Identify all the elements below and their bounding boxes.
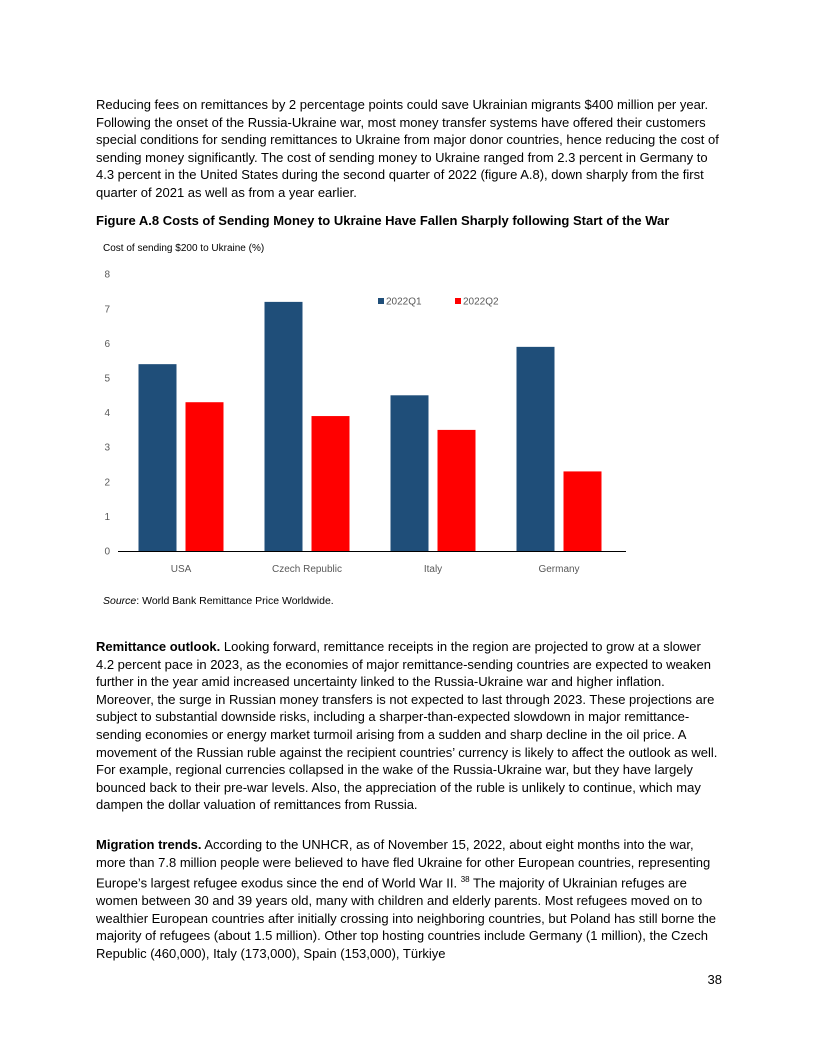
bar-2022Q1-czech-republic bbox=[265, 302, 303, 551]
y-tick-label: 3 bbox=[104, 442, 110, 454]
bar-2022Q2-germany bbox=[564, 471, 602, 551]
bar-2022Q1-usa bbox=[139, 364, 177, 551]
source-note bbox=[103, 594, 334, 608]
remittance-outlook-text: Looking forward, remittance receipts in the region are projected to grow at a slower 4.2 percent pace in 2023, as the economies of major remittance-sending countries are expected to weaken further in the year amid increased uncertainty linked to the Russia-Ukraine war and higher inflation. Moreover, the surge in Russian money transfers is not expected to last through 2023. These projections are subject to substantial downside risks, including a sharper-than-expected slowdown in major remittance-sending economies or energy market turmoil arising from a sudden and sharp decline in the oil price. A movement of the Russian ruble against the recipient countries’ currency is likely to affect the outlook as well. For example, regional currencies collapsed in the wake of the Russia-Ukraine war, but they have largely bounced back to their pre-war levels. Also, the appreciation of the ruble is unlikely to continue, which may dampen the dollar valuation of remittances from Russia. bbox=[96, 639, 718, 813]
y-tick-label: 8 bbox=[104, 269, 110, 281]
migration-trends-heading: Migration trends. bbox=[96, 837, 202, 852]
x-tick-label: Czech Republic bbox=[271, 564, 343, 575]
x-tick-label: Germany bbox=[538, 564, 580, 575]
x-axis-ticks bbox=[171, 564, 580, 575]
x-tick-label: USA bbox=[170, 564, 192, 575]
migration-trends-text-a: According to the UNHCR, as of November 15, 2022, about eight months into the war, more than 7.8 million people were believed to have fled Ukraine for other European countries, representing Europe’s largest refugee exodus since the end of World War II. bbox=[96, 837, 711, 891]
source-text: : World Bank Remittance Price Worldwide. bbox=[136, 595, 334, 607]
bar-2022Q2-czech-republic bbox=[312, 416, 350, 551]
bar-2022Q2-usa bbox=[186, 402, 224, 551]
bar-2022Q1-italy bbox=[391, 395, 429, 551]
bar-2022Q2-italy bbox=[438, 430, 476, 551]
y-tick-label: 1 bbox=[104, 511, 110, 523]
y-axis-ticks bbox=[104, 270, 110, 558]
x-tick-label: Italy bbox=[423, 564, 443, 575]
remittance-outlook-heading: Remittance outlook. bbox=[96, 639, 221, 654]
legend-swatch-2022Q2 bbox=[455, 298, 461, 304]
migration-trends-text-b: The majority of Ukrainian refuges are women between 30 and 39 years old, many with children and elderly parents. Most refugees moved on to wealthier European countries after initially crossing into neighboring countries, but Poland has still borne the majority of refugees (about 1.5 million). Other top hosting countries include Germany (1 million), the Czech Republic (460,000), Italy (173,000), Spain (153,000), Türkiye bbox=[96, 875, 717, 961]
bar-2022Q1-germany bbox=[517, 347, 555, 551]
bars-group bbox=[139, 302, 602, 551]
legend bbox=[378, 297, 499, 308]
paragraph-migration-trends bbox=[96, 836, 720, 962]
figure-title: Figure A.8 Costs of Sending Money to Ukraine Have Fallen Sharply following Start of the War bbox=[96, 213, 670, 228]
y-axis-label: Cost of sending $200 to Ukraine (%) bbox=[103, 243, 265, 254]
y-tick-label: 5 bbox=[104, 373, 110, 385]
y-tick-label: 2 bbox=[104, 477, 110, 489]
paragraph-remittance-fees: Reducing fees on remittances by 2 percentage points could save Ukrainian migrants $400 million per year. Following the onset of the Russia-Ukraine war, most money transfer systems have offered their customers special conditions for sending remittances to Ukraine from major donor countries, hence reducing the cost of sending money significantly. The cost of sending money to Ukraine ranged from 2.3 percent in Germany to 4.3 percent in the United States during the second quarter of 2022 (figure A.8), down sharply from the first quarter of 2021 as well as from a year earlier. bbox=[96, 97, 719, 200]
legend-label-2022Q2: 2022Q2 bbox=[463, 296, 499, 308]
paragraph-remittance-outlook bbox=[96, 638, 720, 814]
source-label: Source bbox=[103, 595, 137, 607]
y-tick-label: 0 bbox=[104, 546, 110, 558]
page-number: 38 bbox=[707, 972, 722, 987]
y-tick-label: 7 bbox=[104, 304, 110, 316]
legend-label-2022Q1: 2022Q1 bbox=[386, 296, 422, 308]
y-tick-label: 6 bbox=[104, 338, 110, 350]
footnote-ref[interactable]: 38 bbox=[460, 875, 470, 885]
bar-chart bbox=[90, 236, 635, 581]
y-tick-label: 4 bbox=[104, 408, 110, 420]
legend-swatch-2022Q1 bbox=[378, 298, 384, 304]
